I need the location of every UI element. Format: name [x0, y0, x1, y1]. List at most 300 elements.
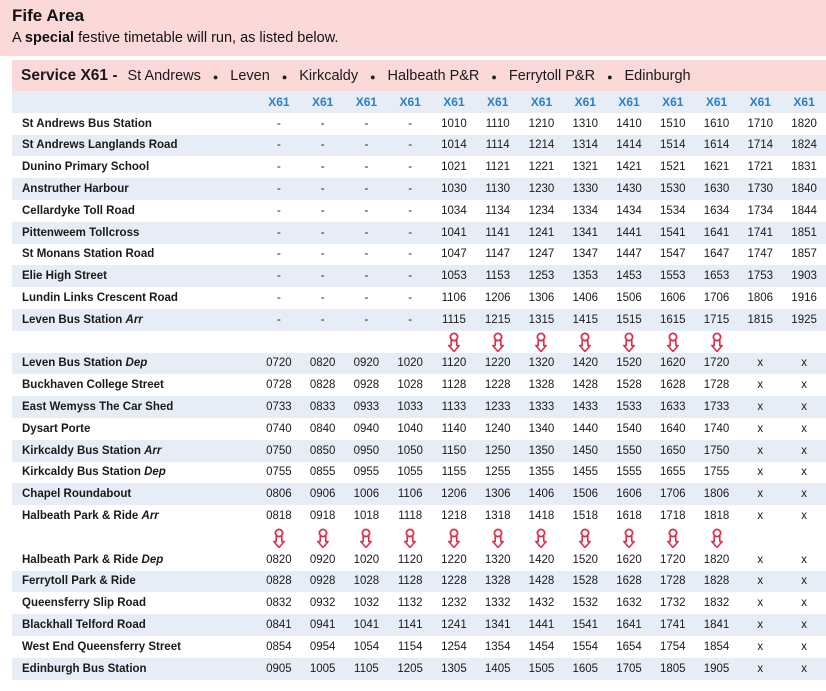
- departure-time: 1130: [476, 178, 520, 200]
- departure-time: -: [388, 113, 432, 135]
- departure-time: x: [782, 418, 826, 440]
- departure-time: 1831: [782, 156, 826, 178]
- departure-time: 1510: [651, 113, 695, 135]
- arr-dep-suffix: Arr: [144, 444, 162, 457]
- departure-time: -: [345, 265, 389, 287]
- departure-time: 1540: [607, 418, 651, 440]
- departure-time: 1128: [432, 374, 476, 396]
- departure-time: 1610: [695, 113, 739, 135]
- departure-time: 1450: [563, 440, 607, 462]
- departure-time: 1605: [563, 658, 607, 680]
- departure-time: 1706: [651, 483, 695, 505]
- departure-time: 0932: [301, 592, 345, 614]
- departure-time: 1634: [695, 200, 739, 222]
- timetable: [12, 91, 826, 680]
- departure-time: 1334: [563, 200, 607, 222]
- route-separator: ●: [491, 71, 497, 82]
- departure-time: 1420: [520, 549, 564, 571]
- departure-time: 1432: [520, 592, 564, 614]
- departure-time: 1218: [432, 505, 476, 527]
- departure-time: 1854: [695, 636, 739, 658]
- departure-time: 1628: [607, 571, 651, 593]
- departure-time: 1554: [563, 636, 607, 658]
- stop-label: Kirkcaldy Bus Station: [22, 466, 141, 479]
- departure-time: x: [782, 440, 826, 462]
- departure-time: 1620: [651, 353, 695, 375]
- stop-label: Dysart Porte: [22, 422, 91, 435]
- route-separator: ●: [212, 71, 219, 82]
- departure-time: 1710: [738, 113, 782, 135]
- departure-time: 1706: [695, 287, 739, 309]
- departure-time: -: [301, 287, 345, 309]
- departure-time: 1806: [738, 287, 782, 309]
- continuation-cell: [563, 527, 607, 549]
- stop-label: Elie High Street: [22, 270, 107, 283]
- departure-time: 1441: [520, 614, 564, 636]
- stop-label: Halbeath Park & Ride: [22, 553, 139, 566]
- departure-time: x: [738, 614, 782, 636]
- departure-time: -: [301, 222, 345, 244]
- departure-time: -: [301, 178, 345, 200]
- stop-label: Queensferry Slip Road: [22, 597, 146, 610]
- departure-time: 1653: [695, 265, 739, 287]
- stop-name: [12, 483, 257, 505]
- timetable-row: [12, 483, 826, 505]
- notice-emphasis: special: [24, 30, 75, 46]
- departure-time: 1333: [520, 396, 564, 418]
- departure-time: x: [782, 353, 826, 375]
- timetable-row: [12, 462, 826, 484]
- departure-time: 1528: [563, 571, 607, 593]
- stop-name: [12, 505, 257, 527]
- continuation-cell: [432, 331, 476, 353]
- departure-time: 1050: [388, 440, 432, 462]
- header-stop-column: [12, 91, 257, 113]
- service-column-header: X61: [607, 91, 651, 113]
- departure-time: -: [345, 222, 389, 244]
- departure-time: 0806: [257, 483, 301, 505]
- departure-time: 1155: [432, 462, 476, 484]
- stop-name: [12, 265, 257, 287]
- departure-time: -: [345, 178, 389, 200]
- departure-time: 1728: [651, 571, 695, 593]
- departure-time: 1406: [563, 287, 607, 309]
- stop-label: Halbeath Park & Ride: [22, 510, 139, 523]
- timetable-row: [12, 636, 826, 658]
- departure-time: -: [257, 265, 301, 287]
- service-column-header: X61: [432, 91, 476, 113]
- continuation-cell: [651, 527, 695, 549]
- timetable-row: [12, 592, 826, 614]
- departure-time: 0954: [301, 636, 345, 658]
- departure-time: 1447: [607, 244, 651, 266]
- departure-time: 1747: [738, 244, 782, 266]
- departure-time: 1740: [695, 418, 739, 440]
- departure-time: x: [738, 462, 782, 484]
- departure-time: 1233: [476, 396, 520, 418]
- stop-label: Dunino Primary School: [22, 161, 150, 174]
- departure-time: 0933: [345, 396, 389, 418]
- departure-time: 1033: [388, 396, 432, 418]
- departure-time: 1118: [388, 505, 432, 527]
- stop-label: St Monans Station Road: [22, 248, 155, 261]
- departure-time: 1733: [695, 396, 739, 418]
- departure-time: 0855: [301, 462, 345, 484]
- departure-time: x: [738, 636, 782, 658]
- departure-time: 1006: [345, 483, 389, 505]
- departure-time: 0820: [301, 353, 345, 375]
- stop-name: [12, 200, 257, 222]
- service-column-header: X61: [738, 91, 782, 113]
- service-column-header: X61: [476, 91, 520, 113]
- departure-time: 0850: [301, 440, 345, 462]
- departure-time: 1857: [782, 244, 826, 266]
- departure-time: 1340: [520, 418, 564, 440]
- departure-time: 1020: [388, 353, 432, 375]
- timetable-header-row: [12, 91, 826, 113]
- departure-time: 1615: [651, 309, 695, 331]
- continuation-cell: [782, 331, 826, 353]
- bus-continues-icon: [579, 528, 591, 548]
- timetable-row: [12, 614, 826, 636]
- arr-dep-suffix: Dep: [141, 553, 164, 566]
- departure-time: 1741: [651, 614, 695, 636]
- route-stop: St Andrews: [127, 67, 201, 84]
- area-title: Fife Area: [12, 6, 85, 25]
- departure-time: 1214: [520, 135, 564, 157]
- departure-time: 1120: [432, 353, 476, 375]
- departure-time: 1820: [695, 549, 739, 571]
- continuation-cell: [257, 331, 301, 353]
- departure-time: 1532: [563, 592, 607, 614]
- departure-time: -: [388, 287, 432, 309]
- departure-time: 0828: [301, 374, 345, 396]
- departure-time: 1305: [432, 658, 476, 680]
- departure-time: x: [738, 374, 782, 396]
- departure-time: x: [782, 483, 826, 505]
- stop-name: [12, 244, 257, 266]
- departure-time: 1347: [563, 244, 607, 266]
- departure-time: 1840: [782, 178, 826, 200]
- continuation-cell: [651, 331, 695, 353]
- departure-time: 1205: [388, 658, 432, 680]
- continuation-cell: [738, 331, 782, 353]
- timetable-row: [12, 418, 826, 440]
- departure-time: 1705: [607, 658, 651, 680]
- bus-continues-icon: [317, 528, 329, 548]
- continuation-cell: [520, 331, 564, 353]
- departure-time: 1320: [520, 353, 564, 375]
- departure-time: -: [257, 309, 301, 331]
- service-name: Service X61 -: [21, 66, 118, 84]
- departure-time: -: [388, 178, 432, 200]
- route-separator: ●: [281, 71, 288, 82]
- departure-time: 1541: [563, 614, 607, 636]
- departure-time: 1041: [432, 222, 476, 244]
- bus-continues-icon: [711, 528, 723, 548]
- stop-label: Ferrytoll Park & Ride: [22, 575, 136, 588]
- departure-time: x: [782, 636, 826, 658]
- departure-time: 1715: [695, 309, 739, 331]
- departure-time: x: [738, 505, 782, 527]
- timetable-row: [12, 287, 826, 309]
- departure-time: 1655: [651, 462, 695, 484]
- stop-name: [12, 222, 257, 244]
- stop-label: Blackhall Telford Road: [22, 619, 146, 632]
- departure-time: 1047: [432, 244, 476, 266]
- departure-time: 0832: [257, 592, 301, 614]
- departure-time: 1332: [476, 592, 520, 614]
- departure-time: 1153: [476, 265, 520, 287]
- departure-time: 1547: [651, 244, 695, 266]
- departure-time: 0728: [257, 374, 301, 396]
- departure-time: 1528: [607, 374, 651, 396]
- departure-time: 1641: [607, 614, 651, 636]
- departure-time: 1714: [738, 135, 782, 157]
- festive-notice: [12, 30, 338, 46]
- timetable-row: [12, 178, 826, 200]
- departure-time: 1310: [563, 113, 607, 135]
- departure-time: 1824: [782, 135, 826, 157]
- departure-time: -: [388, 265, 432, 287]
- departure-time: 1428: [563, 374, 607, 396]
- departure-time: 1647: [695, 244, 739, 266]
- departure-time: x: [738, 483, 782, 505]
- departure-time: 1518: [563, 505, 607, 527]
- bus-continues-icon: [579, 332, 591, 352]
- departure-time: 1414: [607, 135, 651, 157]
- stop-name: [12, 287, 257, 309]
- stop-name: [12, 658, 257, 680]
- departure-time: 0905: [257, 658, 301, 680]
- bus-continues-icon: [667, 528, 679, 548]
- departure-time: 1430: [607, 178, 651, 200]
- stop-label: Cellardyke Toll Road: [22, 204, 135, 217]
- departure-time: 1005: [301, 658, 345, 680]
- departure-time: 1220: [476, 353, 520, 375]
- departure-time: 1620: [607, 549, 651, 571]
- departure-time: 1614: [695, 135, 739, 157]
- departure-time: 1106: [432, 287, 476, 309]
- continuation-cell: [345, 331, 389, 353]
- departure-time: 0854: [257, 636, 301, 658]
- departure-time: 1553: [651, 265, 695, 287]
- departure-time: 1730: [738, 178, 782, 200]
- departure-time: 1515: [607, 309, 651, 331]
- stop-name: [12, 571, 257, 593]
- departure-time: 1220: [432, 549, 476, 571]
- departure-time: x: [782, 592, 826, 614]
- departure-time: 1453: [607, 265, 651, 287]
- departure-time: 1150: [432, 440, 476, 462]
- departure-time: 1234: [520, 200, 564, 222]
- departure-time: 1410: [607, 113, 651, 135]
- departure-time: 1341: [563, 222, 607, 244]
- departure-time: 1520: [607, 353, 651, 375]
- departure-time: 1328: [476, 571, 520, 593]
- departure-time: 1806: [695, 483, 739, 505]
- departure-time: -: [257, 200, 301, 222]
- departure-time: 1520: [563, 549, 607, 571]
- departure-time: -: [257, 135, 301, 157]
- departure-time: -: [345, 244, 389, 266]
- departure-time: 1255: [476, 462, 520, 484]
- departure-time: -: [388, 200, 432, 222]
- departure-time: x: [738, 571, 782, 593]
- departure-time: 0920: [301, 549, 345, 571]
- departure-time: 1632: [607, 592, 651, 614]
- departure-time: 1241: [432, 614, 476, 636]
- service-column-header: X61: [520, 91, 564, 113]
- stop-label: Kirkcaldy Bus Station: [22, 444, 141, 457]
- departure-time: 0833: [301, 396, 345, 418]
- departure-time: x: [738, 658, 782, 680]
- departure-time: 1321: [563, 156, 607, 178]
- departure-time: 1133: [432, 396, 476, 418]
- departure-time: 1353: [563, 265, 607, 287]
- continuation-cell: [607, 331, 651, 353]
- departure-time: 1147: [476, 244, 520, 266]
- timetable-row: [12, 309, 826, 331]
- route-stop: Edinburgh: [624, 67, 691, 84]
- service-column-header: X61: [695, 91, 739, 113]
- departure-time: 0955: [345, 462, 389, 484]
- departure-time: 1555: [607, 462, 651, 484]
- departure-time: 1851: [782, 222, 826, 244]
- departure-time: -: [345, 287, 389, 309]
- departure-time: 1032: [345, 592, 389, 614]
- continuation-spacer: [12, 331, 257, 353]
- departure-time: x: [738, 549, 782, 571]
- stop-label: Edinburgh Bus Station: [22, 662, 147, 675]
- departure-time: 0820: [257, 549, 301, 571]
- departure-time: 1541: [651, 222, 695, 244]
- departure-time: 1828: [695, 571, 739, 593]
- departure-time: x: [782, 614, 826, 636]
- timetable-row: [12, 244, 826, 266]
- departure-time: 0740: [257, 418, 301, 440]
- departure-time: 1903: [782, 265, 826, 287]
- departure-time: 1215: [476, 309, 520, 331]
- stop-name: [12, 636, 257, 658]
- departure-time: 1506: [607, 287, 651, 309]
- bus-continues-icon: [535, 332, 547, 352]
- departure-time: 1206: [476, 287, 520, 309]
- stop-label: Lundin Links Crescent Road: [22, 292, 178, 305]
- route-stop: Ferrytoll P&R: [508, 67, 596, 84]
- timetable-row: [12, 658, 826, 680]
- departure-time: 1055: [388, 462, 432, 484]
- bus-continues-icon: [448, 332, 460, 352]
- departure-time: 1421: [607, 156, 651, 178]
- stop-name: [12, 440, 257, 462]
- departure-time: 1132: [388, 592, 432, 614]
- service-column-header: X61: [563, 91, 607, 113]
- departure-time: 0840: [301, 418, 345, 440]
- stop-label: Leven Bus Station: [22, 313, 123, 326]
- service-column-header: X61: [257, 91, 301, 113]
- departure-time: 1905: [695, 658, 739, 680]
- departure-time: 1505: [520, 658, 564, 680]
- departure-time: 1306: [520, 287, 564, 309]
- departure-time: 1415: [563, 309, 607, 331]
- departure-time: 1315: [520, 309, 564, 331]
- departure-time: 1533: [607, 396, 651, 418]
- departure-time: 0906: [301, 483, 345, 505]
- route-stop: Leven: [230, 67, 270, 84]
- timetable-row: [12, 571, 826, 593]
- departure-time: 1141: [388, 614, 432, 636]
- departure-time: 1841: [695, 614, 739, 636]
- departure-time: 1844: [782, 200, 826, 222]
- departure-time: 1115: [432, 309, 476, 331]
- departure-time: 1521: [651, 156, 695, 178]
- stop-name: [12, 156, 257, 178]
- departure-time: 0841: [257, 614, 301, 636]
- continuation-cell: [432, 527, 476, 549]
- bus-continues-icon: [623, 332, 635, 352]
- service-column-header: X61: [301, 91, 345, 113]
- departure-time: 1641: [695, 222, 739, 244]
- continuation-row: [12, 527, 826, 549]
- departure-time: -: [301, 309, 345, 331]
- departure-time: 1640: [651, 418, 695, 440]
- timetable-row: [12, 222, 826, 244]
- bus-continues-icon: [273, 528, 285, 548]
- continuation-cell: [301, 331, 345, 353]
- stop-label: St Andrews Bus Station: [22, 117, 152, 130]
- route-separator: ●: [607, 71, 613, 82]
- continuation-spacer: [12, 527, 257, 549]
- departure-time: 1341: [476, 614, 520, 636]
- service-column-header: X61: [782, 91, 826, 113]
- timetable-row: [12, 200, 826, 222]
- departure-time: 1750: [695, 440, 739, 462]
- departure-time: 0928: [301, 571, 345, 593]
- timetable-row: [12, 156, 826, 178]
- departure-time: 1728: [695, 374, 739, 396]
- departure-time: 1818: [695, 505, 739, 527]
- stop-name: [12, 353, 257, 375]
- stop-label: East Wemyss The Car Shed: [22, 401, 174, 414]
- departure-time: 1433: [563, 396, 607, 418]
- departure-time: 1628: [651, 374, 695, 396]
- departure-time: -: [257, 178, 301, 200]
- departure-time: 1041: [345, 614, 389, 636]
- departure-time: 1040: [388, 418, 432, 440]
- departure-time: 1350: [520, 440, 564, 462]
- continuation-row: [12, 331, 826, 353]
- stop-name: [12, 549, 257, 571]
- departure-time: 1128: [388, 571, 432, 593]
- stop-name: [12, 462, 257, 484]
- area-banner: [0, 0, 826, 56]
- departure-time: 1134: [476, 200, 520, 222]
- stop-label: Pittenweem Tollcross: [22, 226, 140, 239]
- departure-time: 1440: [563, 418, 607, 440]
- bus-continues-icon: [535, 528, 547, 548]
- departure-time: 0818: [257, 505, 301, 527]
- departure-time: 1720: [651, 549, 695, 571]
- departure-time: -: [257, 156, 301, 178]
- departure-time: 1105: [345, 658, 389, 680]
- departure-time: 1630: [695, 178, 739, 200]
- departure-time: x: [738, 592, 782, 614]
- departure-time: 0920: [345, 353, 389, 375]
- departure-time: x: [782, 571, 826, 593]
- departure-time: 1250: [476, 440, 520, 462]
- timetable-row: [12, 440, 826, 462]
